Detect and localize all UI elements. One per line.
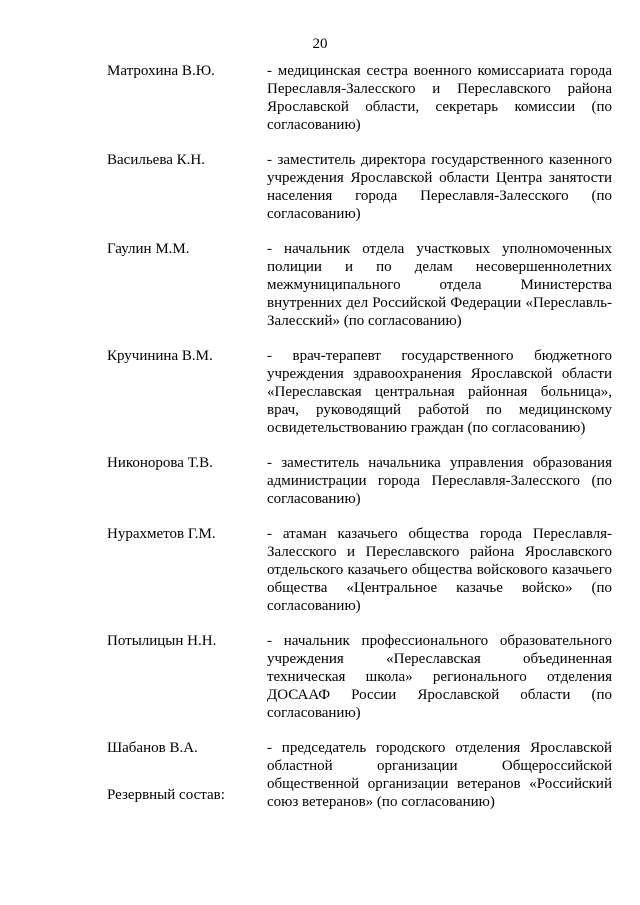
member-name: Потылицын Н.Н. [107,633,217,649]
member-name: Никонорова Т.В. [107,455,213,471]
member-name: Шабанов В.А. [107,740,198,756]
member-name: Кручинина В.М. [107,348,213,364]
member-entry [107,454,612,508]
member-entry [107,62,612,134]
member-entry [107,151,612,223]
page-number: 20 [312,36,328,52]
member-name: Васильева К.Н. [107,152,205,168]
member-role: - начальник отдела участковых уполномоченных полиции и по делам несовершеннолетних межмуниципального отдела Министерства внутренних дел Российской Федерации «Переславль-Залесский» (по согласованию) [267,241,612,329]
member-name: Нурахметов Г.М. [107,526,216,542]
member-role: - медицинская сестра военного комиссариата города Переславля-Залесского и Переславского района Ярославской области, секретарь комиссии (по согласованию) [267,63,612,133]
member-role: - атаман казачьего общества города Переславля-Залесского и Переславского района Ярославского отдельского казачьего общества войскового казачьего общества «Центральное казачье войско» (по согласованию) [267,526,612,614]
reserve-heading: Резервный состав: [107,787,225,803]
member-role: - председатель городского отделения Ярославской областной организации Общероссийской общественной организации ветеранов «Российский союз ветеранов» (по согласованию) [267,740,612,810]
member-entry [107,525,612,615]
member-entry [107,240,612,330]
member-entry [107,347,612,437]
member-role: - заместитель начальника управления образования администрации города Переславля-Залесского (по согласованию) [267,455,612,507]
member-entry [107,632,612,722]
member-role: - заместитель директора государственного казенного учреждения Ярославской области Центра занятости населения города Переславля-Залесского (по согласованию) [267,152,612,222]
member-list [107,62,612,811]
member-name: Гаулин М.М. [107,241,190,257]
member-role: - врач-терапевт государственного бюджетного учреждения здравоохранения Ярославской области «Переславская центральная районная больница», врач, руководящий работой по медицинскому освидетельствованию граждан (по согласованию) [267,348,612,436]
member-role: - начальник профессионального образовательного учреждения «Переславская объединенная техническая школа» регионального отделения ДОСААФ России Ярославской области (по согласованию) [267,633,612,721]
member-name: Матрохина В.Ю. [107,63,215,79]
